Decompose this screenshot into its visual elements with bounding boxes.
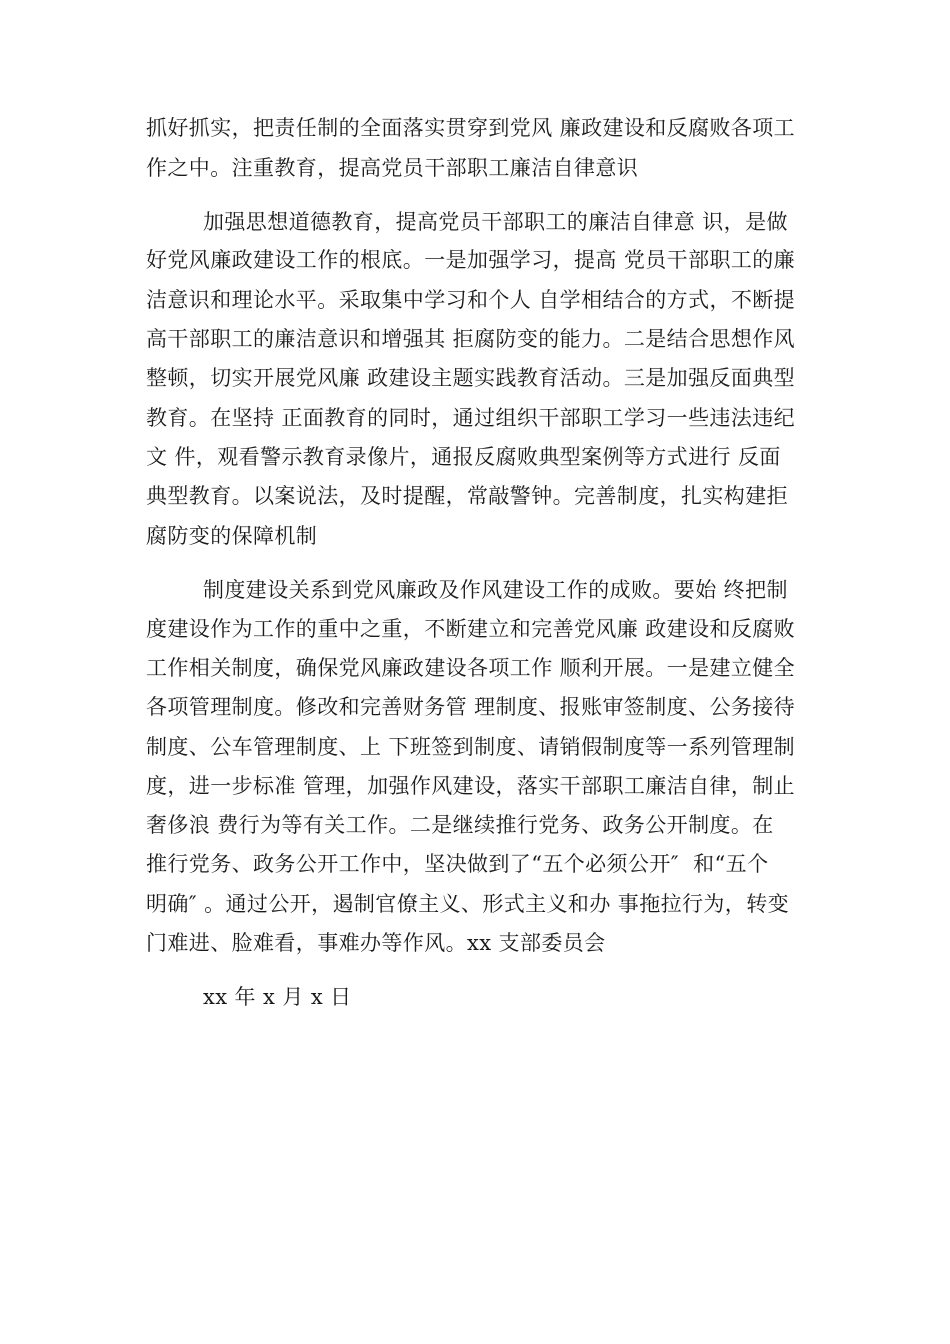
text-line: 抓好抓实，把责任制的全面落实贯穿到党风 廉政建设和反腐败各项工: [146, 116, 796, 140]
text-line: 制度、公车管理制度、上 下班签到制度、请销假制度等一系列管理制: [146, 735, 796, 759]
date-line: xx 年 x 月 x 日: [203, 985, 352, 1009]
text-line: 推行党务、政务公开工作中，坚决做到了“五个必须公开″ 和“五个: [146, 852, 769, 876]
text-line: 度，进一步标准 管理，加强作风建设，落实干部职工廉洁自律，制止: [146, 774, 796, 798]
text-line: 腐防变的保障机制: [146, 524, 318, 548]
text-line: 奢侈浪 费行为等有关工作。二是继续推行党务、政务公开制度。在: [146, 813, 774, 837]
text-line: 好党风廉政建设工作的根底。一是加强学习，提高 党员干部职工的廉: [146, 248, 796, 272]
paragraph-start-line: 制度建设关系到党风廉政及作风建设工作的成败。要始 终把制: [203, 578, 788, 602]
text-line: 作之中。注重教育，提高党员干部职工廉洁自律意识: [146, 156, 639, 180]
text-line: 工作相关制度，确保党风廉政建设各项工作 顺利开展。一是建立健全: [146, 656, 796, 680]
text-line: 教育。在坚持 正面教育的同时，通过组织干部职工学习一些违法违纪: [146, 406, 796, 430]
text-line: 度建设作为工作的重中之重，不断建立和完善党风廉 政建设和反腐败: [146, 617, 796, 641]
text-line: 整顿，切实开展党风廉 政建设主题实践教育活动。三是加强反面典型: [146, 366, 796, 390]
text-line: 各项管理制度。修改和完善财务管 理制度、报账审签制度、公务接待: [146, 695, 796, 719]
text-line: 文 件，观看警示教育录像片，通报反腐败典型案例等方式进行 反面: [146, 445, 781, 469]
text-line: 洁意识和理论水平。采取集中学习和个人 自学相结合的方式，不断提: [146, 288, 796, 312]
text-line: 高干部职工的廉洁意识和增强其 拒腐防变的能力。二是结合思想作风: [146, 327, 796, 351]
text-line: 门难进、脸难看，事难办等作风。xx 支部委员会: [146, 931, 606, 955]
text-line: 明确″ 。通过公开，遏制官僚主义、形式主义和办 事拖拉行为，转变: [146, 892, 789, 916]
text-line: 典型教育。以案说法，及时提醒，常敲警钟。完善制度，扎实构建拒: [146, 484, 788, 508]
paragraph-start-line: 加强思想道德教育，提高党员干部职工的廉洁自律意 识，是做: [203, 210, 788, 234]
